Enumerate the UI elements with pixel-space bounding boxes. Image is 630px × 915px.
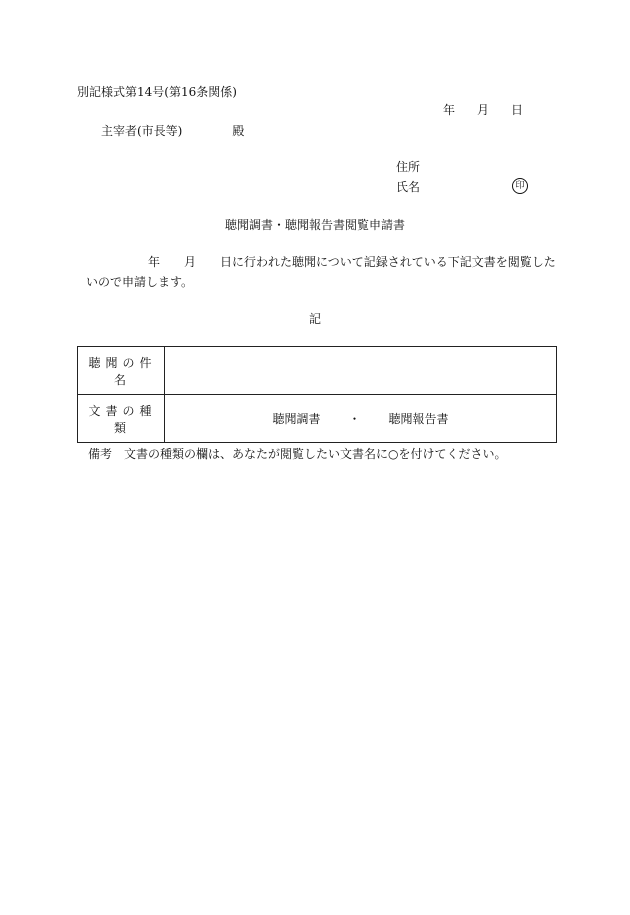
table-row: [78, 347, 557, 395]
note: [88, 448, 507, 460]
table-row: [78, 395, 557, 443]
document-type-options: [165, 395, 557, 443]
name-label: 氏名: [396, 180, 421, 194]
document-table: [77, 346, 557, 443]
note-label: 備考: [88, 447, 113, 461]
hearing-subject-field[interactable]: [165, 347, 557, 395]
body-month: 月: [184, 255, 197, 269]
addressee-name: 主宰者(市長等): [101, 124, 183, 138]
body-year: 年: [148, 255, 161, 269]
address-label: 住所: [396, 160, 421, 174]
option-hearing-record[interactable]: 聴聞調書: [272, 412, 321, 426]
row-label-document-type: 文書の種類: [78, 395, 165, 443]
document-title: 聴聞調書・聴聞報告書閲覧申請書: [224, 218, 405, 232]
row-label-hearing-subject: 聴聞の件名: [78, 347, 165, 395]
addressee-honorific: 殿: [232, 124, 245, 138]
body-line1-text: 日に行われた聴聞について記録されている下記文書を閲覧した: [220, 255, 556, 269]
body-line-2: いので申請します。: [86, 275, 194, 289]
addressee: [101, 125, 244, 137]
form-number: 別記様式第14号(第16条関係): [77, 85, 237, 99]
body-line-1: [148, 256, 556, 268]
date-line: [443, 104, 523, 116]
note-text: 文書の種類の欄は、あなたが閲覧したい文書名に○を付けてください。: [124, 447, 507, 461]
option-separator: ・: [348, 412, 361, 426]
date-year: 年: [443, 103, 456, 117]
option-hearing-report[interactable]: 聴聞報告書: [388, 412, 449, 426]
seal-icon: 印: [512, 178, 528, 194]
date-day: 日: [511, 103, 524, 117]
date-month: 月: [477, 103, 490, 117]
ki-heading: 記: [308, 312, 321, 326]
